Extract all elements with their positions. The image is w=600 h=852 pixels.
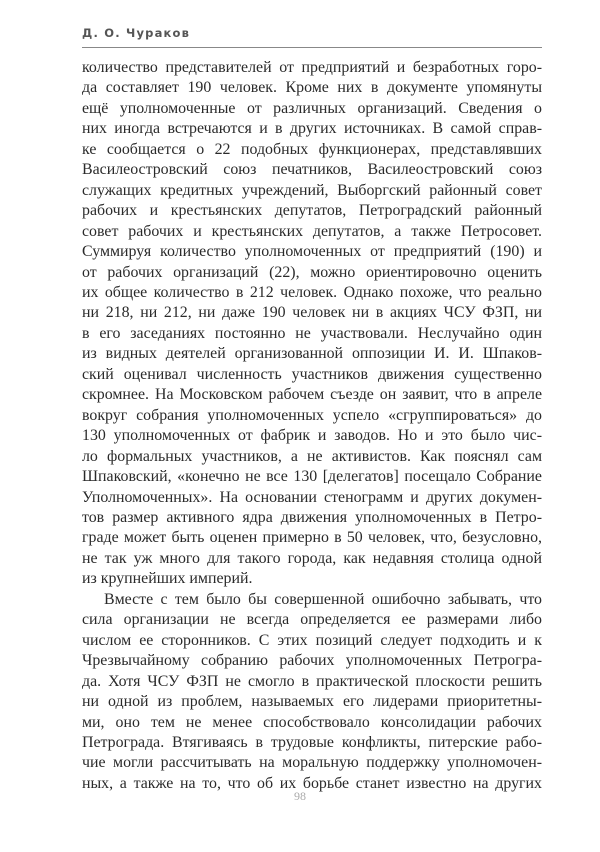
page-number: 98 <box>294 789 306 803</box>
text-line: из видных деятелей организованной оппозиции И. И. Шпаков- <box>82 345 542 363</box>
text-line: ни одной из проблем, называемых его лидерами приоритетны- <box>82 693 542 711</box>
text-line: ных, а также на то, что об их борьбе станет известно на других <box>82 774 542 792</box>
text-line: Вместе с тем было бы совершенной ошибочно забывать, что <box>104 590 542 608</box>
text-line: ло формальных участников, а не активистов. Как пояснял сам <box>82 447 542 465</box>
text-line: Уполномоченных». На основании стенограмм и других докумен- <box>82 488 542 506</box>
text-line: ский оценивал численность участников движения существенно <box>82 365 542 383</box>
paragraph <box>82 58 542 590</box>
text-line: их общее количество в 212 человек. Однако похоже, что реально <box>82 283 542 301</box>
header-rule <box>82 47 542 48</box>
text-line: ке сообщается о 22 подобных функционерах, представлявших <box>82 140 542 158</box>
body-text <box>82 58 542 794</box>
text-line: Василеостровский союз печатников, Василеостровский союз <box>82 161 542 179</box>
text-line: рабочих и крестьянских депутатов, Петроградский районный <box>82 202 542 220</box>
text-line: не так уж много для такого города, как недавняя столица одной <box>82 549 542 567</box>
text-line: Петрограда. Втягиваясь в трудовые конфликты, питерские рабо- <box>82 733 542 751</box>
text-line: сила организации не всегда определяется ее размерами либо <box>82 611 542 629</box>
text-line: них иногда встречаются и в других источниках. В самой справ- <box>82 120 542 138</box>
text-line: скромнее. На Московском рабочем съезде он заявит, что в апреле <box>82 386 542 404</box>
text-line: Суммируя количество уполномоченных от предприятий (190) и <box>82 243 542 261</box>
text-line: числом ее сторонников. С этих позиций следует подходить и к <box>82 631 542 649</box>
text-line: совет рабочих и крестьянских депутатов, а также Петросовет. <box>82 222 542 240</box>
text-line: от рабочих организаций (22), можно ориентировочно оценить <box>82 263 542 281</box>
text-line: количество представителей от предприятий и безработных горо- <box>82 59 542 76</box>
text-line: вокруг собрания уполномоченных успело «сгруппироваться» до <box>82 406 542 424</box>
text-line: ми, оно тем не менее способствовало консолидации рабочих <box>82 713 542 731</box>
text-line: чие могли рассчитывать на моральную поддержку уполномочен- <box>82 754 542 772</box>
text-line: в его заседаниях постоянно не участвовали. Неслучайно один <box>82 324 542 342</box>
text-line: Шпаковский, «конечно не все 130 [делегатов] посещало Собрание <box>82 468 542 486</box>
text-line: тов размер активного ядра движения уполномоченных в Петро- <box>82 508 542 526</box>
text-line: из крупнейших империй. <box>82 570 253 588</box>
text-line: да составляет 190 человек. Кроме них в документе упомянуты <box>82 79 542 97</box>
text-line: Чрезвычайному собранию рабочих уполномоченных Петрогра- <box>82 652 542 670</box>
text-line: ещё уполномоченные от различных организаций. Сведения о <box>82 99 542 117</box>
paragraph <box>82 590 542 795</box>
text-line: граде может быть оценен примерно в 50 человек, что, безусловно, <box>82 529 542 547</box>
text-line: 130 уполномоченных от фабрик и заводов. Но и это было чис- <box>82 427 542 445</box>
running-header: Д. О. Чураков <box>82 26 191 40</box>
text-line: служащих кредитных учреждений, Выборгский районный совет <box>82 181 542 199</box>
text-line: да. Хотя ЧСУ ФЗП не смогло в практической плоскости решить <box>82 672 542 690</box>
text-line: ни 218, ни 212, ни даже 190 человек ни в акциях ЧСУ ФЗП, ни <box>82 304 542 322</box>
